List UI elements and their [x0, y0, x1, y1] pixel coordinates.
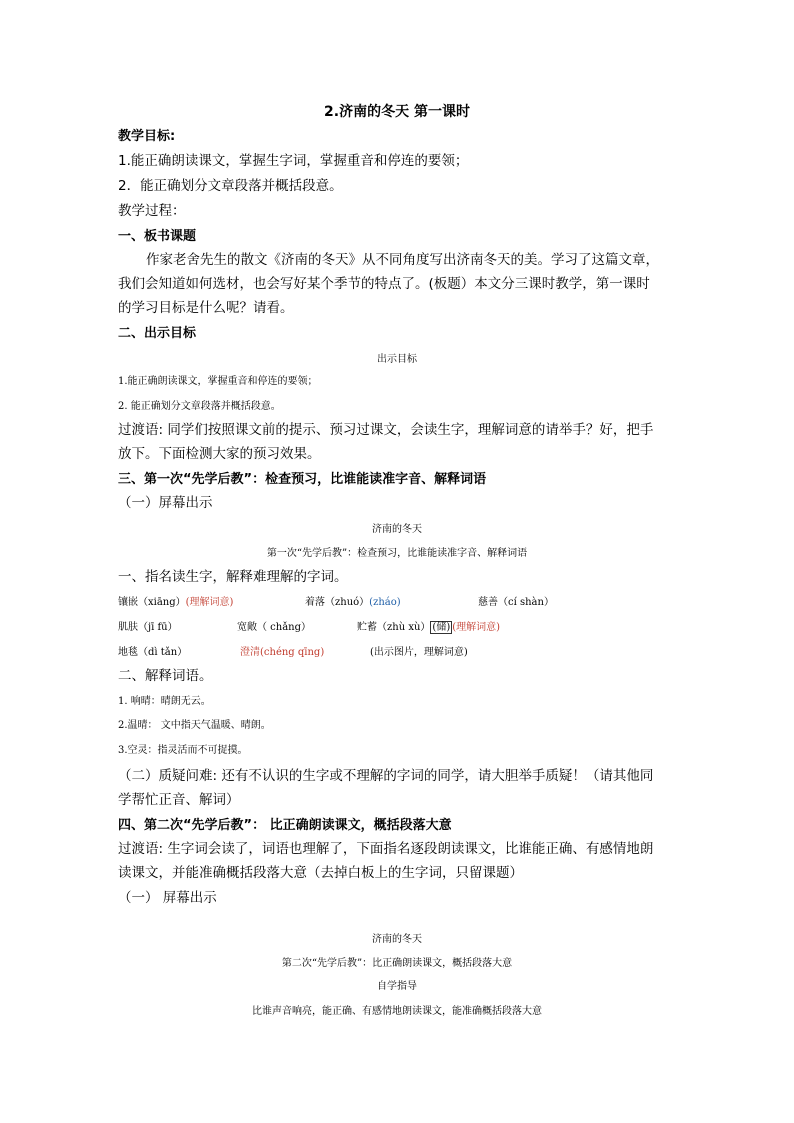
- word-row-1-item-1: [118, 598, 233, 608]
- page-title: 2.济南的冬天 第一课时: [324, 104, 470, 120]
- slide-2-subtitle: 第一次“先学后教”：检查预习，比谁能读准字音、解释词语: [266, 548, 528, 559]
- section-2-transition-line-1: 过渡语: 同学们按照课文前的提示、预习过课文，会读生字，理解词意的请举手？好，把手: [118, 422, 654, 438]
- slide-2-title: 济南的冬天: [372, 524, 422, 535]
- section-3-heading: 三、第一次“先学后教”：检查预习，比谁能读准字音、解释词语: [118, 472, 487, 487]
- word-text: 镶嵌（xiāng）: [118, 597, 186, 608]
- slide-3-guide-title: 自学指导: [377, 981, 417, 992]
- process-heading: 教学过程：: [118, 203, 186, 219]
- slide-1-item-1: 1.能正确朗读课文，掌握重音和停连的要领；: [118, 376, 318, 387]
- word-text: 贮蓄（zhù xù）: [357, 622, 431, 633]
- section-4-heading: 四、第二次“先学后教”： 比正确朗读课文，概括段落大意: [118, 818, 452, 833]
- section-3-sub-2-line-2: 学帮忙正音、解词）: [118, 792, 240, 808]
- goals-heading: 教学目标:: [118, 129, 176, 144]
- slide-3-guide-text: 比谁声音响亮，能正确、有感情地朗读课文，能准确概括段落大意: [252, 1006, 542, 1017]
- slide-3-subtitle: 第二次“先学后教”：比正确朗读课文，概括段落大意: [281, 958, 513, 969]
- word-row-2-item-2: 宽敞（ chǎng）: [237, 622, 312, 633]
- word-row-1-item-2: [305, 598, 401, 608]
- word-row-3-item-3: (出示图片，理解词意): [370, 647, 468, 658]
- word-row-3-item-1: 地毯（dì tǎn）: [118, 647, 188, 658]
- definition-1: 1. 响晴：晴朗无云。: [118, 696, 211, 707]
- section-1-paragraph-line-2: 我们会知道如何选材，也会写好某个季节的特点了。(板题）本文分三课时教学，第一课时: [118, 276, 650, 292]
- word-row-3-item-2: [240, 648, 324, 658]
- section-1-paragraph-line-3: 的学习目标是什么呢？请看。: [118, 300, 294, 316]
- slide-1-item-2: 2. 能正确划分文章段落并概括段意。: [118, 401, 281, 412]
- slide-1-title: 出示目标: [377, 354, 417, 365]
- section-3-sub-2-line-1: （二）质疑问难: 还有不认识的生字或不理解的字词的同学，请大胆举手质疑！（请其他同: [118, 768, 654, 784]
- slide-2-task-2: 二、解释词语。: [118, 668, 213, 684]
- section-1-paragraph-line-1: 作家老舍先生的散文《济南的冬天》从不同角度写出济南冬天的美。学习了这篇文章，: [146, 252, 659, 268]
- word-text: 着落（zhuó）: [305, 597, 370, 608]
- section-4-transition-line-1: 过渡语: 生字词会读了，词语也理解了，下面指名逐段朗读课文，比谁能正确、有感情地朗: [118, 841, 654, 857]
- goal-2: 2．能正确划分文章段落并概括段意。: [118, 178, 343, 194]
- word-note: (理解词意): [452, 622, 501, 633]
- section-2-heading: 二、出示目标: [118, 326, 197, 341]
- section-4-sub-1: （一） 屏幕出示: [118, 890, 217, 906]
- definition-3: 3.空灵：指灵活而不可捉摸。: [118, 745, 248, 756]
- word-row-2-item-3: [357, 623, 500, 633]
- definition-2: 2.温晴： 文中指天气温暖、晴朗。: [118, 720, 271, 731]
- word-row-1-item-3: 慈善（cí shàn）: [478, 597, 554, 608]
- word-text: 澄清: [240, 647, 260, 658]
- word-alt: (储): [432, 622, 451, 633]
- section-2-transition-line-2: 放下。下面检测大家的预习效果。: [118, 446, 321, 462]
- word-pinyin: (chéng qīng): [260, 647, 325, 658]
- goal-1: 1.能正确朗读课文，掌握生字词，掌握重音和停连的要领；: [118, 153, 469, 169]
- slide-2-task-1: 一、指名读生字，解释难理解的字词。: [118, 569, 348, 585]
- section-4-transition-line-2: 读课文，并能准确概括段落大意（去掉白板上的生字词，只留课题）: [118, 865, 523, 881]
- slide-3-title: 济南的冬天: [372, 934, 422, 945]
- section-1-heading: 一、板书课题: [118, 229, 197, 244]
- word-note: (理解词意): [185, 597, 234, 608]
- word-alt: (zháo): [369, 597, 401, 608]
- word-row-2-item-1: 肌肤（jī fū）: [118, 622, 178, 633]
- section-3-sub-1: （一）屏幕出示: [118, 495, 213, 511]
